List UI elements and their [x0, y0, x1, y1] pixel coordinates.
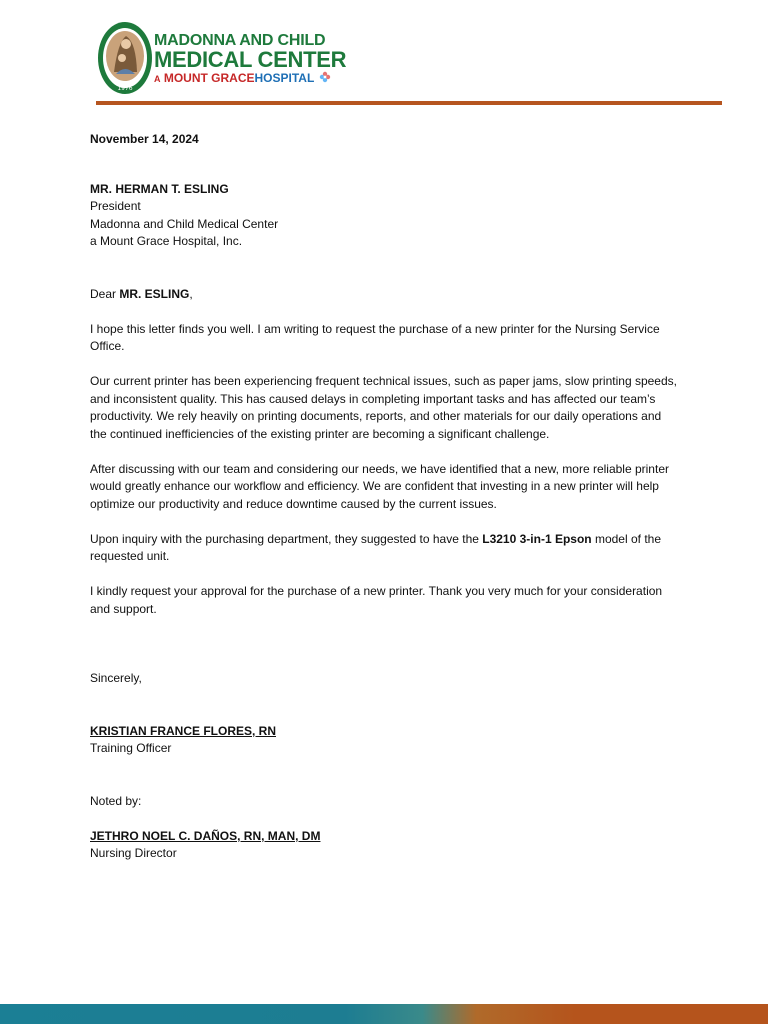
logo-wordmark	[154, 32, 346, 87]
salutation-name: MR. ESLING	[119, 286, 190, 301]
tagline-a: A	[154, 74, 161, 84]
salutation-prefix: Dear	[90, 286, 120, 301]
signatory-title: Training Officer	[90, 741, 172, 755]
spacer	[90, 705, 680, 723]
paragraph-intro: I hope this letter finds you well. I am writing to request the purchase of a new printer for the Nursing Service Office.	[90, 321, 660, 353]
paragraph-request: I kindly request your approval for the purchase of a new printer. Thank you very much for your consideration and support.	[90, 584, 663, 616]
noted-label: Noted by:	[90, 793, 142, 808]
recipient-title: President	[90, 199, 141, 213]
header-rule	[96, 101, 722, 105]
paragraph-model	[90, 531, 680, 566]
recipient-org-line2: a Mount Grace Hospital, Inc.	[90, 234, 243, 248]
letter-date: November 14, 2024	[90, 132, 199, 146]
salutation-suffix: ,	[189, 286, 193, 301]
recipient-org-line1: Madonna and Child Medical Center	[90, 216, 279, 231]
tagline-hospital: HOSPITAL	[254, 71, 315, 85]
recipient-name: MR. HERMAN T. ESLING	[90, 181, 229, 196]
salutation	[90, 286, 680, 304]
spacer	[90, 268, 680, 286]
logo-name-line2: MEDICAL CENTER	[154, 47, 347, 72]
spacer	[90, 775, 680, 793]
footer-bar	[0, 1004, 768, 1024]
flower-icon	[319, 71, 331, 83]
closing: Sincerely,	[90, 671, 142, 685]
model-text-post: model of the requested unit.	[90, 531, 661, 563]
logo-tagline	[154, 70, 346, 87]
hospital-seal-logo	[96, 20, 154, 96]
seal-year: 1976	[117, 85, 133, 92]
logo-name-line1: MADONNA AND CHILD	[154, 32, 326, 49]
paragraph-issues: Our current printer has been experiencing frequent technical issues, such as paper jams, slow printing speeds, and inconsistent quality. This has caused delays in completing important tasks and has affected our team’s productivity. We rely heavily on printing documents, reports, and other materials for our daily operations and the continued inefficiencies of the existing printer are becoming a significant challenge.	[90, 374, 677, 441]
printer-model: L3210 3-in-1 Epson	[482, 531, 592, 546]
paragraph-need: After discussing with our team and considering our needs, we have identified that a new, more reliable printer would greatly enhance our workflow and efficiency. We are confident that investing in a new printer will help optimize our productivity and reduce downtime caused by the current issues.	[90, 461, 669, 511]
tagline-brand: MOUNT GRACE	[163, 71, 255, 85]
letterhead	[96, 20, 722, 110]
noter-title: Nursing Director	[90, 846, 177, 860]
letter-body	[90, 131, 680, 863]
noter-name: JETHRO NOEL C. DAÑOS, RN, MAN, DM	[90, 828, 321, 843]
model-text-pre: Upon inquiry with the purchasing department, they suggested to have the	[90, 531, 483, 546]
signatory-name: KRISTIAN FRANCE FLORES, RN	[90, 723, 276, 738]
